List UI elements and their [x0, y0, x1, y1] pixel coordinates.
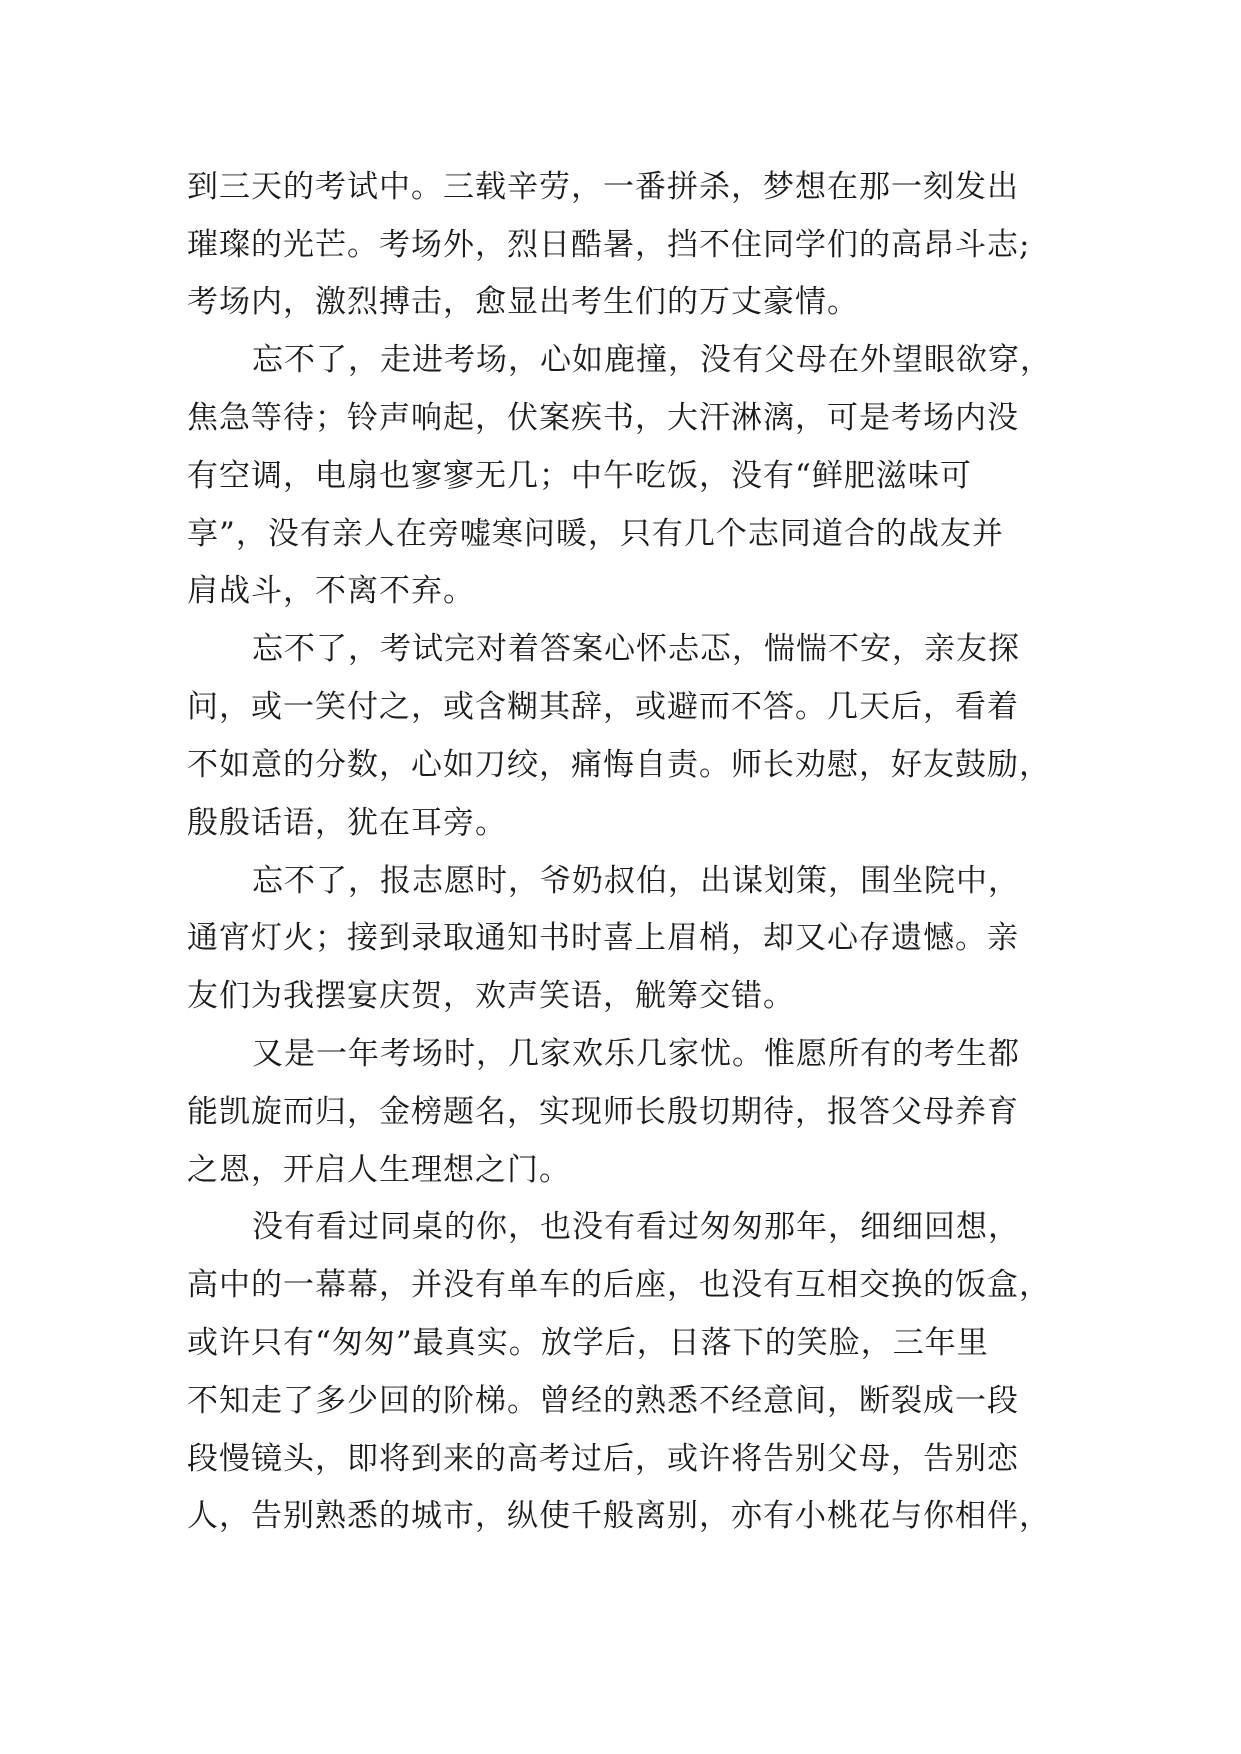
- text-line: 高中的一幕幕，并没有单车的后座，也没有互相交换的饭盒，: [187, 1267, 1051, 1303]
- text-line: 友们为我摆宴庆贺，欢声笑语，觥筹交错。: [187, 978, 795, 1014]
- text-line: 有空调，电扇也寥寥无几；中午吃饭，没有“鲜肥滋味可: [187, 458, 972, 494]
- text-line: 肩战斗，不离不弃。: [187, 573, 475, 609]
- text-line: 人，告别熟悉的城市，纵使千般离别，亦有小桃花与你相伴，: [187, 1498, 1051, 1534]
- text-line: 通宵灯火；接到录取通知书时喜上眉梢，却又心存遗憾。亲: [187, 920, 1019, 956]
- text-line: 到三天的考试中。三载辛劳，一番拼杀，梦想在那一刻发出: [187, 169, 1019, 205]
- text-line: 忘不了，考试完对着答案心怀忐忑，惴惴不安，亲友探: [252, 631, 1020, 667]
- text-line: 焦急等待；铃声响起，伏案疾书，大汗淋漓，可是考场内没: [187, 400, 1019, 436]
- text-line: 段慢镜头，即将到来的高考过后，或许将告别父母，告别恋: [187, 1441, 1019, 1477]
- text-line: 能凯旋而归，金榜题名，实现师长殷切期待，报答父母养育: [187, 1094, 1019, 1130]
- text-line: 又是一年考场时，几家欢乐几家忧。惟愿所有的考生都: [252, 1036, 1020, 1072]
- text-line: 或许只有“匆匆”最真实。放学后，日落下的笑脸，三年里: [187, 1325, 989, 1361]
- text-line: 忘不了，报志愿时，爷奶叔伯，出谋划策，围坐院中，: [252, 863, 1020, 899]
- text-line: 考场内，激烈搏击，愈显出考生们的万丈豪情。: [187, 284, 859, 320]
- text-line: 没有看过同桌的你，也没有看过匆匆那年，细细回想，: [252, 1209, 1020, 1245]
- text-line: 问，或一笑付之，或含糊其辞，或避而不答。几天后，看着: [187, 689, 1019, 725]
- text-line: 享”，没有亲人在旁嘘寒问暖，只有几个志同道合的战友并: [187, 516, 1004, 552]
- text-line: 之恩，开启人生理想之门。: [187, 1152, 571, 1188]
- text-line: 殷殷话语，犹在耳旁。: [187, 805, 507, 841]
- text-line: 不如意的分数，心如刀绞，痛悔自责。师长劝慰，好友鼓励，: [187, 747, 1051, 783]
- text-line: 璀璨的光芒。考场外，烈日酷暑，挡不住同学们的高昂斗志;: [187, 227, 1031, 263]
- text-line: 不知走了多少回的阶梯。曾经的熟悉不经意间，断裂成一段: [187, 1383, 1019, 1419]
- text-line: 忘不了，走进考场，心如鹿撞，没有父母在外望眼欲穿，: [252, 342, 1052, 378]
